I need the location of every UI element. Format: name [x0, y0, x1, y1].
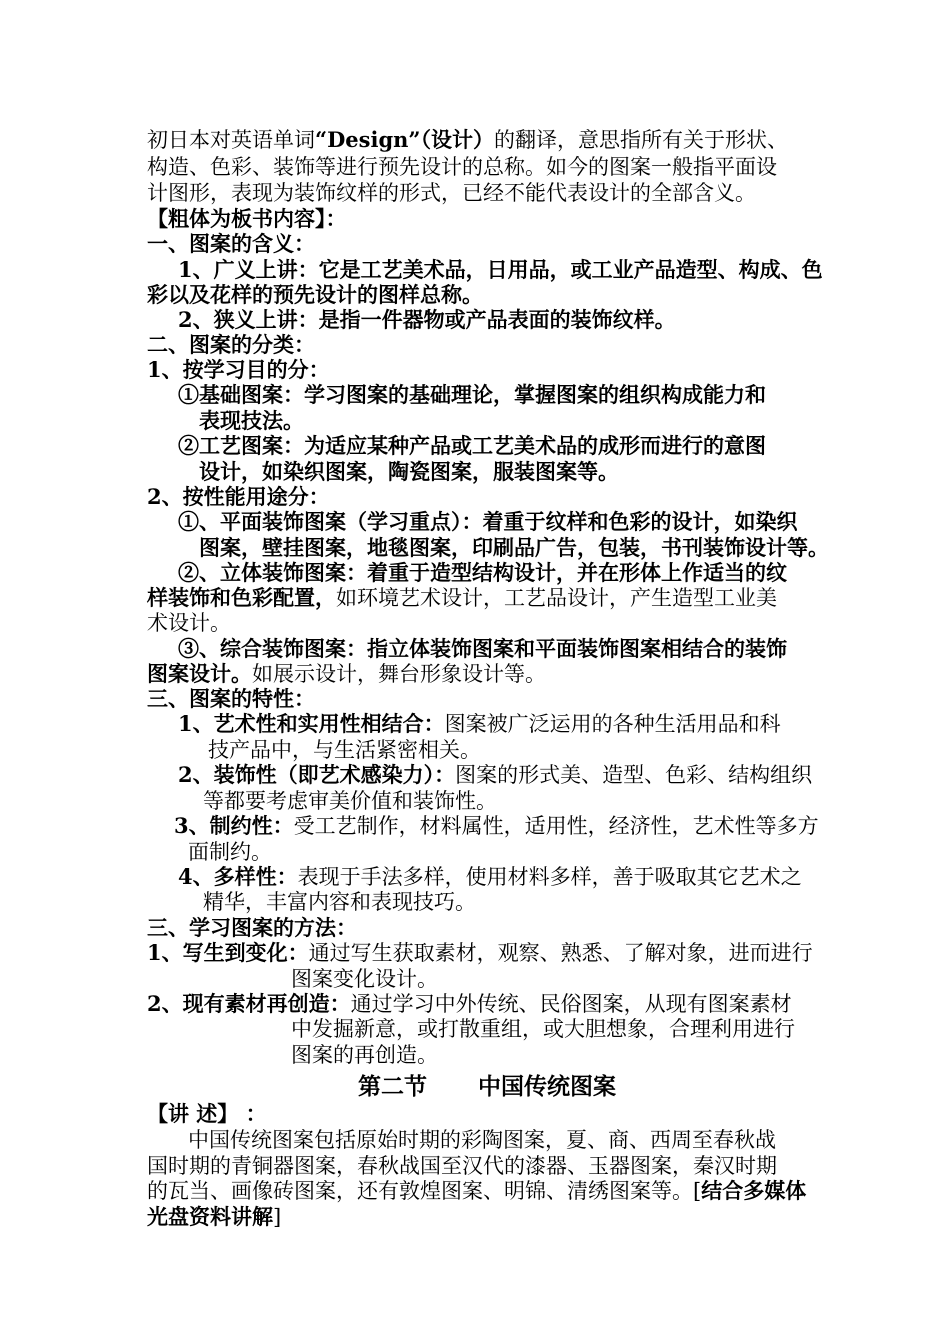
combined-decorative: ③、综合装饰图案：指立体装饰图案和平面装饰图案相结合的装饰: [178, 636, 787, 661]
three-d-decorative-end: 术设计。: [147, 611, 231, 635]
diversity-cont: 精华，丰富内容和表现技巧。: [203, 890, 476, 914]
constraint: 3、制约性：受工艺制作，材料属性，适用性，经济性，艺术性等多方: [174, 813, 819, 838]
constraint-cont: 面制约。: [188, 840, 272, 864]
intro-line-2: 构造、色彩、装饰等进行预先设计的总称。如今的图案一般指平面设: [147, 155, 777, 179]
flat-decorative-cont: 图案，壁挂图案，地毯图案，印刷品广告，包装，书刊装饰设计等。: [199, 535, 829, 560]
three-d-decorative: ②、立体装饰图案：着重于造型结构设计，并在形体上作适当的纹: [178, 560, 787, 585]
flat-decorative: ①、平面装饰图案（学习重点）：着重于纹样和色彩的设计，如染织: [178, 509, 798, 534]
craft-pattern: ②工艺图案：为适应某种产品或工艺美术品的成形而进行的意图: [178, 433, 766, 458]
method-recreation-end: 图案的再创造。: [291, 1043, 438, 1067]
decorativeness: 2、装饰性（即艺术感染力）：图案的形式美、造型、色彩、结构组织: [178, 762, 813, 787]
broad-definition-cont: 彩以及花样的预先设计的图样总称。: [147, 282, 483, 307]
intro-line-1: 初日本对英语单词“Design”（设计）的翻译，意思指所有关于形状、: [147, 127, 788, 152]
by-function: 2、按性能用途分：: [147, 484, 330, 509]
method-sketching: 1、写生到变化：通过写生获取素材，观察、熟悉、了解对象，进而进行: [147, 940, 813, 965]
craft-pattern-cont: 设计，如染织图案，陶瓷图案，服装图案等。: [199, 459, 619, 484]
section-title-number: 第二节: [358, 1073, 427, 1100]
artistry-practicality-cont: 技产品中，与生活紧密相关。: [208, 738, 481, 762]
method-recreation-cont: 中发掘新意，或打散重组，或大胆想象，合理利用进行: [291, 1017, 795, 1041]
diversity: 4、多样性：表现于手法多样，使用材料多样，善于吸取其它艺术之: [178, 864, 802, 889]
board-note: 【粗体为板书内容】：: [147, 206, 347, 231]
narrow-definition: 2、狭义上讲：是指一件器物或产品表面的装饰纹样。: [178, 307, 676, 332]
method-sketching-cont: 图案变化设计。: [291, 967, 438, 991]
artistry-practicality: 1、艺术性和实用性相结合：图案被广泛运用的各种生活用品和科: [178, 711, 781, 736]
section-heading-classification: 二、图案的分类：: [147, 332, 315, 357]
lecture-para-line-4: 光盘资料讲解]: [147, 1204, 282, 1229]
intro-line-3: 计图形，表现为装饰纹样的形式，已经不能代表设计的全部含义。: [147, 181, 756, 205]
section-heading-meaning: 一、图案的含义：: [147, 231, 315, 256]
combined-decorative-cont: 图案设计。如展示设计，舞台形象设计等。: [147, 661, 546, 686]
decorativeness-cont: 等都要考虑审美价值和装饰性。: [203, 789, 497, 813]
by-learning-purpose: 1、按学习目的分：: [147, 357, 330, 382]
three-d-decorative-cont: 样装饰和色彩配置，如环境艺术设计，工艺品设计，产生造型工业美: [147, 585, 777, 610]
section-title-name: 中国传统图案: [478, 1073, 616, 1100]
broad-definition: 1、广义上讲：它是工艺美术品，日用品，或工业产品造型、构成、色: [178, 257, 823, 282]
lecture-label: 【讲 述】 ：: [147, 1101, 267, 1126]
lecture-para-line-2: 国时期的青铜器图案，春秋战国至汉代的漆器、玉器图案，秦汉时期: [147, 1154, 777, 1178]
basic-pattern-cont: 表现技法。: [199, 408, 304, 433]
lecture-para-line-3: 的瓦当、画像砖图案，还有敦煌图案、明锦、清绣图案等。[结合多媒体: [147, 1178, 807, 1203]
basic-pattern: ①基础图案：学习图案的基础理论，掌握图案的组织构成能力和: [178, 382, 766, 407]
method-recreation: 2、现有素材再创造：通过学习中外传统、民俗图案，从现有图案素材: [147, 991, 792, 1016]
lecture-para-line-1: 中国传统图案包括原始时期的彩陶图案，夏、商、西周至春秋战: [188, 1128, 776, 1152]
section-heading-characteristics: 三、图案的特性：: [147, 686, 315, 711]
section-heading-methods: 三、学习图案的方法：: [147, 915, 357, 940]
